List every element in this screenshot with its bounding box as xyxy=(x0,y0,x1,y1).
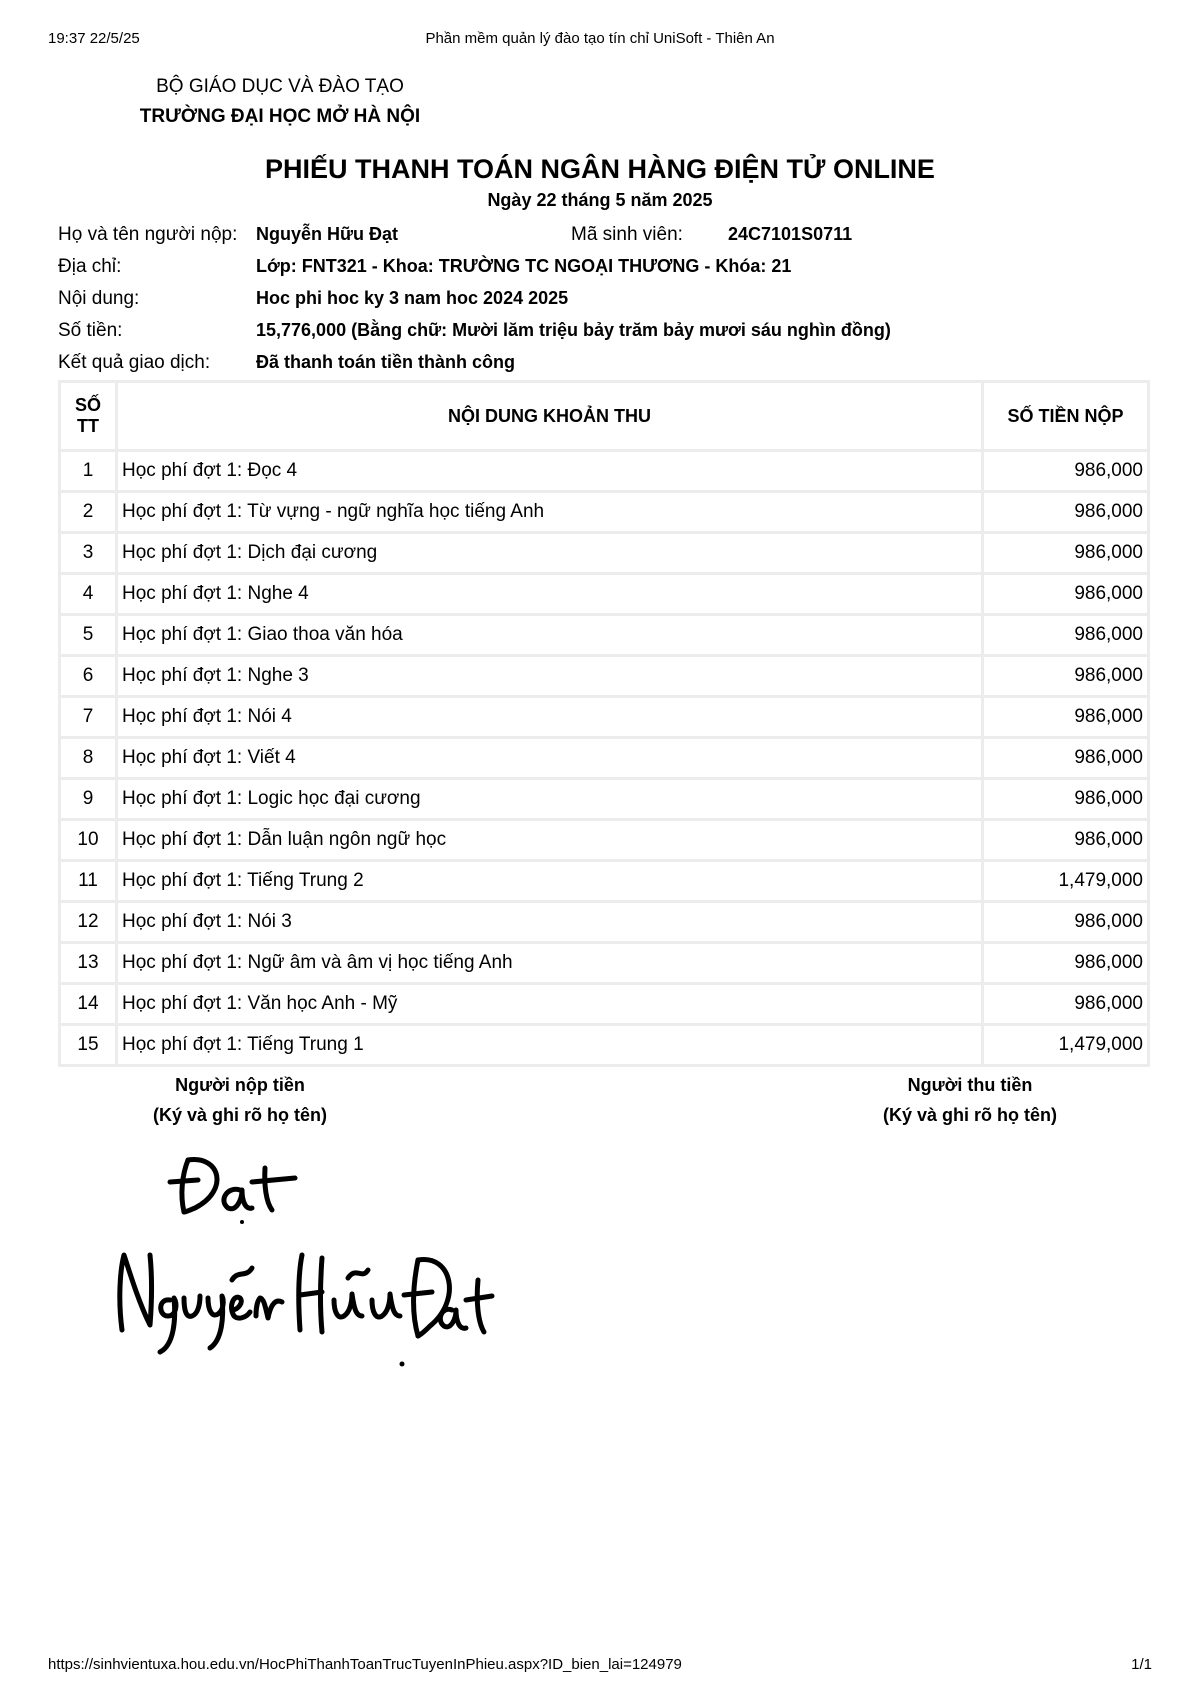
row-content: Học phí đợt 1: Từ vựng - ngữ nghĩa học tiếng Anh xyxy=(118,493,981,531)
row-amount: 986,000 xyxy=(984,616,1147,654)
row-stt: 4 xyxy=(61,575,115,613)
row-amount: 986,000 xyxy=(984,739,1147,777)
table-row xyxy=(61,534,1147,572)
row-stt: 14 xyxy=(61,985,115,1023)
row-content: Học phí đợt 1: Đọc 4 xyxy=(118,452,981,490)
row-content: Học phí đợt 1: Viết 4 xyxy=(118,739,981,777)
table-row xyxy=(61,739,1147,777)
student-id-label: Mã sinh viên: xyxy=(571,224,683,245)
row-content: Học phí đợt 1: Ngữ âm và âm vị học tiếng Anh xyxy=(118,944,981,982)
document-date: Ngày 22 tháng 5 năm 2025 xyxy=(487,190,713,210)
row-amount: 986,000 xyxy=(984,534,1147,572)
row-amount: 986,000 xyxy=(984,657,1147,695)
receiver-signature-title: Người thu tiền xyxy=(907,1075,1033,1095)
print-datetime: 19:37 22/5/25 xyxy=(48,30,140,47)
receiver-signature-note: (Ký và ghi rõ họ tên) xyxy=(882,1105,1057,1125)
row-content: Học phí đợt 1: Văn học Anh - Mỹ xyxy=(118,985,981,1023)
result-label: Kết quả giao dịch: xyxy=(58,352,211,373)
row-stt: 5 xyxy=(61,616,115,654)
row-amount: 1,479,000 xyxy=(984,1026,1147,1064)
row-content: Học phí đợt 1: Tiếng Trung 2 xyxy=(118,862,981,900)
footer-page-number: 1/1 xyxy=(1131,1656,1152,1673)
row-amount: 986,000 xyxy=(984,698,1147,736)
fees-table xyxy=(58,380,1150,1067)
row-stt: 12 xyxy=(61,903,115,941)
student-id-value: 24C7101S0711 xyxy=(728,224,853,244)
table-row xyxy=(61,862,1147,900)
document-title: PHIẾU THANH TOÁN NGÂN HÀNG ĐIỆN TỬ ONLINE xyxy=(265,154,935,184)
row-amount: 986,000 xyxy=(984,903,1147,941)
row-amount: 986,000 xyxy=(984,780,1147,818)
handwritten-signature xyxy=(100,1130,500,1370)
table-row xyxy=(61,903,1147,941)
payer-label: Họ và tên người nộp: xyxy=(58,224,238,245)
row-stt: 1 xyxy=(61,452,115,490)
table-row xyxy=(61,616,1147,654)
row-amount: 986,000 xyxy=(984,821,1147,859)
row-stt: 2 xyxy=(61,493,115,531)
row-stt: 6 xyxy=(61,657,115,695)
table-row xyxy=(61,452,1147,490)
ministry-name: BỘ GIÁO DỤC VÀ ĐÀO TẠO xyxy=(156,76,404,97)
table-row xyxy=(61,944,1147,982)
print-page-title: Phần mềm quản lý đào tạo tín chỉ UniSoft - Thiên An xyxy=(425,30,775,47)
row-content: Học phí đợt 1: Nói 4 xyxy=(118,698,981,736)
amount-label: Số tiền: xyxy=(58,320,123,341)
row-content: Học phí đợt 1: Logic học đại cương xyxy=(118,780,981,818)
row-amount: 1,479,000 xyxy=(984,862,1147,900)
row-content: Học phí đợt 1: Nói 3 xyxy=(118,903,981,941)
payer-signature-note: (Ký và ghi rõ họ tên) xyxy=(152,1105,327,1125)
row-amount: 986,000 xyxy=(984,944,1147,982)
content-label: Nội dung: xyxy=(58,288,140,309)
table-row xyxy=(61,575,1147,613)
header-stt: SỐ TT xyxy=(61,383,115,449)
row-stt: 11 xyxy=(61,862,115,900)
row-stt: 3 xyxy=(61,534,115,572)
row-stt: 7 xyxy=(61,698,115,736)
row-content: Học phí đợt 1: Nghe 3 xyxy=(118,657,981,695)
row-stt: 13 xyxy=(61,944,115,982)
header-amount: SỐ TIỀN NỘP xyxy=(984,383,1147,449)
row-amount: 986,000 xyxy=(984,452,1147,490)
address-label: Địa chỉ: xyxy=(58,256,122,277)
receiver-signature-block xyxy=(820,1070,1120,1130)
row-stt: 15 xyxy=(61,1026,115,1064)
payer-signature-block xyxy=(90,1070,390,1130)
row-amount: 986,000 xyxy=(984,575,1147,613)
table-header-row xyxy=(61,383,1147,449)
payer-signature-title: Người nộp tiền xyxy=(175,1075,305,1095)
header-content: NỘI DUNG KHOẢN THU xyxy=(118,383,981,449)
university-name: TRƯỜNG ĐẠI HỌC MỞ HÀ NỘI xyxy=(139,106,421,127)
row-content: Học phí đợt 1: Dịch đại cương xyxy=(118,534,981,572)
table-row xyxy=(61,657,1147,695)
table-row xyxy=(61,985,1147,1023)
row-stt: 9 xyxy=(61,780,115,818)
row-amount: 986,000 xyxy=(984,985,1147,1023)
footer-url: https://sinhvientuxa.hou.edu.vn/HocPhiThanhToanTrucTuyenInPhieu.aspx?ID_bien_lai=124979 xyxy=(48,1656,682,1673)
row-content: Học phí đợt 1: Tiếng Trung 1 xyxy=(118,1026,981,1064)
row-stt: 8 xyxy=(61,739,115,777)
table-row xyxy=(61,1026,1147,1064)
row-amount: 986,000 xyxy=(984,493,1147,531)
row-content: Học phí đợt 1: Giao thoa văn hóa xyxy=(118,616,981,654)
address-value: Lớp: FNT321 - Khoa: TRƯỜNG TC NGOẠI THƯƠNG - Khóa: 21 xyxy=(256,256,792,276)
row-content: Học phí đợt 1: Dẫn luận ngôn ngữ học xyxy=(118,821,981,859)
payer-value: Nguyễn Hữu Đạt xyxy=(256,224,399,244)
row-stt: 10 xyxy=(61,821,115,859)
table-row xyxy=(61,493,1147,531)
table-row xyxy=(61,780,1147,818)
fees-table-body xyxy=(61,452,1147,1064)
result-value: Đã thanh toán tiền thành công xyxy=(256,352,515,372)
content-value: Hoc phi hoc ky 3 nam hoc 2024 2025 xyxy=(256,288,569,308)
table-row xyxy=(61,698,1147,736)
amount-value: 15,776,000 (Bằng chữ: Mười lăm triệu bảy trăm bảy mươi sáu nghìn đồng) xyxy=(256,320,891,340)
table-row xyxy=(61,821,1147,859)
row-content: Học phí đợt 1: Nghe 4 xyxy=(118,575,981,613)
